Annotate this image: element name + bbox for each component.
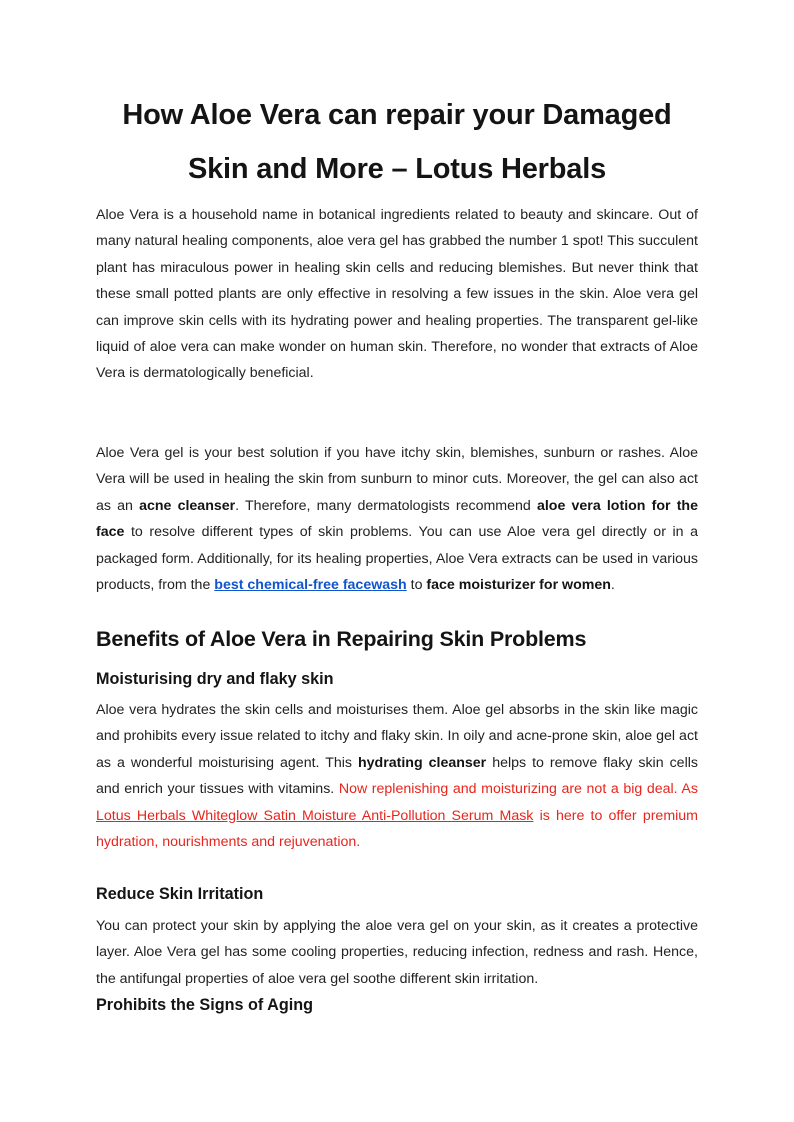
text-run: to: [406, 577, 427, 594]
text-run: Aloe vera hydrates the skin cells and moisturises them. Aloe gel absorbs in the skin like magic and prohibits every issue related to itchy and flaky skin. In oily and acne-prone skin, aloe gel act as a wonderful moisturising agent. This: [96, 702, 698, 771]
serum-mask-link[interactable]: Lotus Herbals Whiteglow Satin Moisture Anti-Pollution Serum Mask: [96, 807, 534, 824]
facewash-link[interactable]: best chemical-free facewash: [214, 577, 407, 594]
intro-paragraph: Aloe Vera is a household name in botanical ingredients related to beauty and skincare. Out of many natural healing components, aloe vera gel has grabbed the number 1 spot! This succulent plant has miraculous power in healing skin cells and reducing blemishes. But never think that these small potted plants are only effective in resolving a few issues in the skin. Aloe vera gel can improve skin cells with its hydrating power and healing properties. The transparent gel-like liquid of aloe vera can make wonder on human skin. Therefore, no wonder that extracts of Aloe Vera is dermatologically beneficial.: [96, 207, 698, 382]
moisturising-paragraph: [96, 697, 698, 855]
irritation-paragraph: You can protect your skin by applying the aloe vera gel on your skin, as it creates a protective layer. Aloe Vera gel has some cooling properties, reducing infection, redness and rash. Hence, the antifungal properties of aloe vera gel soothe different skin irritation.: [96, 918, 698, 987]
face-moisturizer-bold: face moisturizer for women: [426, 577, 611, 594]
text-run: helps to remove flaky skin cells and enrich your tissues with vitamins.: [96, 754, 698, 798]
text-run: . Therefore, many dermatologists recommend: [235, 497, 537, 514]
promo-text-end: is here to offer premium hydration, nourishments and rejuvenation.: [96, 807, 698, 851]
moisturising-heading: Moisturising dry and flaky skin: [96, 670, 334, 688]
aloe-gel-paragraph: [96, 440, 698, 598]
acne-cleanser-bold: acne cleanser: [139, 497, 236, 514]
aloe-lotion-bold: aloe vera lotion for the face: [96, 497, 698, 541]
aging-heading: Prohibits the Signs of Aging: [96, 996, 314, 1014]
text-run: .: [610, 577, 615, 594]
irritation-heading: Reduce Skin Irritation: [96, 885, 264, 903]
promo-text: Now replenishing and moisturizing are not a big deal. As: [338, 781, 698, 798]
text-run: to resolve different types of skin problems. You can use Aloe vera gel directly or in a packaged form. Additionally, for its healing properties, Aloe Vera extracts can be used in various products, from the: [96, 524, 698, 594]
text-run: Aloe Vera gel is your best solution if you have itchy skin, blemishes, sunburn or rashes. Aloe Vera will be used in healing the skin from sunburn to minor cuts. Moreover, the gel can also act as an: [96, 445, 698, 514]
page-title: How Aloe Vera can repair your Damaged Skin and More – Lotus Herbals: [122, 99, 672, 185]
hydrating-cleanser-bold: hydrating cleanser: [358, 754, 487, 771]
benefits-heading: Benefits of Aloe Vera in Repairing Skin Problems: [96, 627, 587, 651]
